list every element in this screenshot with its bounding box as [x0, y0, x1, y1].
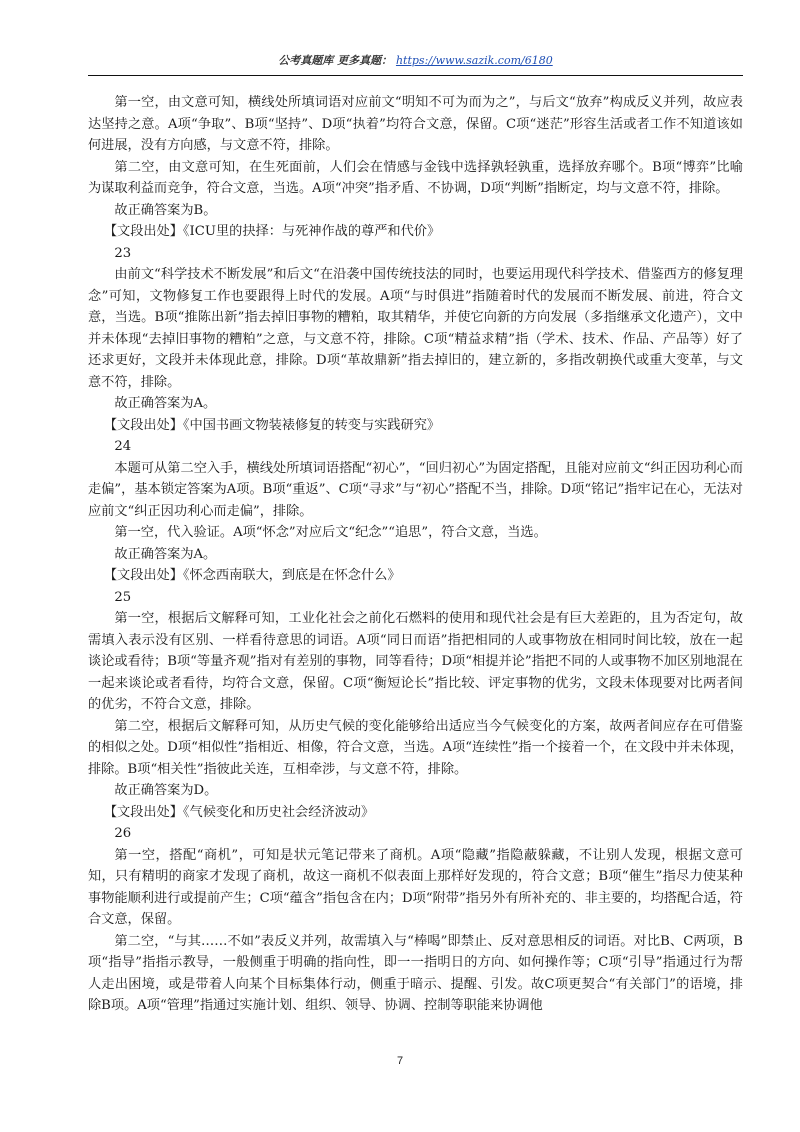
paragraph: 第一空，代入验证。A项“怀念”对应后文“纪念”“追思”，符合文意，当选。 [114, 525, 547, 540]
source-line: 【文段出处】《怀念西南联大，到底是在怀念什么》 [103, 568, 401, 583]
paragraph: 第一空，根据后文解释可知，工业化社会之前化石燃料的使用和现代社会是有巨大差距的，且为否定句，故需填入表示没有区别、一样看待意思的词语。A项“同日而语”指把相同的人或事物放在相同时间比较，放在一起谈论或看待；B项“等量齐观”指对有差别的事物，同等看待；D项“相提并论”指把不同的人或事物不加区别地混在一起来谈论或者看待，均符合文意，保留。C项“衡短论长”指比较、评定事物的优劣，文段未体现要对比两者间的优劣，不符合文意，排除。 [88, 611, 743, 712]
header-rule [88, 75, 743, 76]
answer-line: 故正确答案为D。 [114, 783, 218, 798]
question-number: 26 [114, 826, 132, 841]
document-body [88, 92, 743, 1017]
question-number: 23 [114, 245, 132, 261]
page-header [88, 52, 743, 74]
paragraph: 第二空，由文意可知，在生死面前，人们会在情感与金钱中选择孰轻孰重，选择放弃哪个。B项“博弈”比喻为谋取利益而竞争，符合文意，当选。A项“冲突”指矛盾、不协调，D项“判断”指断定，均与文意不符，排除。 [88, 159, 743, 196]
answer-line: 故正确答案为A。 [114, 546, 217, 562]
paragraph: 由前文“科学技术不断发展”和后文“在沿袭中国传统技法的同时，也要运用现代科学技术、借鉴西方的修复理念”可知，文物修复工作也要跟得上时代的发展。A项“与时俱进”指随着时代的发展而不断发展、前进，符合文意，当选。B项“推陈出新”指去掉旧事物的糟粕，取其精华，并使它向新的方向发展（多指继承文化遗产），文中并未体现“去掉旧事物的糟粕”之意，与文意不符，排除。C项“精益求精”指（学术、技术、作品、产品等）好了还求更好，文段并未体现此意，排除。D项“革故鼎新”指去掉旧的，建立新的，多指改朝换代或重大变革，与文意不符，排除。 [88, 267, 743, 390]
source-line: 【文段出处】《中国书画文物装裱修复的转变与实践研究》 [103, 417, 441, 433]
header-link[interactable]: https://www.sazik.com/6180 [395, 54, 553, 67]
question-number: 24 [114, 439, 132, 454]
source-line: 【文段出处】《ICU里的抉择：与死神作战的尊严和代价》 [103, 224, 441, 239]
header-label: 公考真题库 更多真题： [278, 54, 393, 67]
paragraph: 第二空，“与其……不如”表反义并列，故需填入与“棒喝”即禁止、反对意思相反的词语。对比B、C两项，B项“指导”指指示教导，一般侧重于明确的指向性，即一一指明日的方向、如何操作等；C项“引导”指通过行为帮人走出困境，或是带着人向某个目标集体行动，侧重于暗示、提醒、引发。故C项更契合“有关部门”的语境，排除B项。A项“管理”指通过实施计划、组织、领导、协调、控制等职能来协调他 [88, 933, 743, 1013]
paragraph: 第二空，根据后文解释可知，从历史气候的变化能够给出适应当今气候变化的方案，故两者间应存在可借鉴的相似之处。D项“相似性”指相近、相像，符合文意，当选。A项“连续性”指一个接着一个，在文段中并未体现，排除。B项“相关性”指彼此关连，互相牵涉，与文意不符，排除。 [88, 718, 743, 777]
paragraph: 本题可从第二空入手，横线处所填词语搭配“初心”，“回归初心”为固定搭配，且能对应前文“纠正因功利心而走偏”，基本锁定答案为A项。B项“重返”、C项“寻求”与“初心”搭配不当，排除。D项“铭记”指牢记在心，无法对应前文“纠正因功利心而走偏”，排除。 [88, 460, 743, 519]
question-number: 25 [114, 589, 132, 605]
source-line: 【文段出处】《气候变化和历史社会经济波动》 [103, 804, 375, 820]
answer-line: 故正确答案为B。 [114, 202, 217, 218]
paragraph: 第一空，由文意可知，横线处所填词语对应前文“明知不可为而为之”，与后文“放弃”构成反义并列，故应表达坚持之意。A项“争取”、B项“坚持”、D项“执着”均符合文意，保留。C项“迷茫”形容生活或者工作不知道该如何进展，没有方向感，与文意不符，排除。 [88, 95, 743, 153]
answer-line: 故正确答案为A。 [114, 396, 217, 411]
page-number: 7 [396, 1055, 404, 1067]
paragraph: 第一空，搭配“商机”，可知是状元笔记带来了商机。A项“隐藏”指隐蔽躲藏，不让别人发现，根据文意可知，只有精明的商家才发现了商机，故这一商机不似表面上那样好发现的，符合文意；B项“催生”指尽力使某种事物能顺利进行或提前产生；C项“蕴含”指包含在内；D项“附带”指另外有所补充的、非主要的，均搭配合适，符合文意，保留。 [88, 847, 743, 927]
